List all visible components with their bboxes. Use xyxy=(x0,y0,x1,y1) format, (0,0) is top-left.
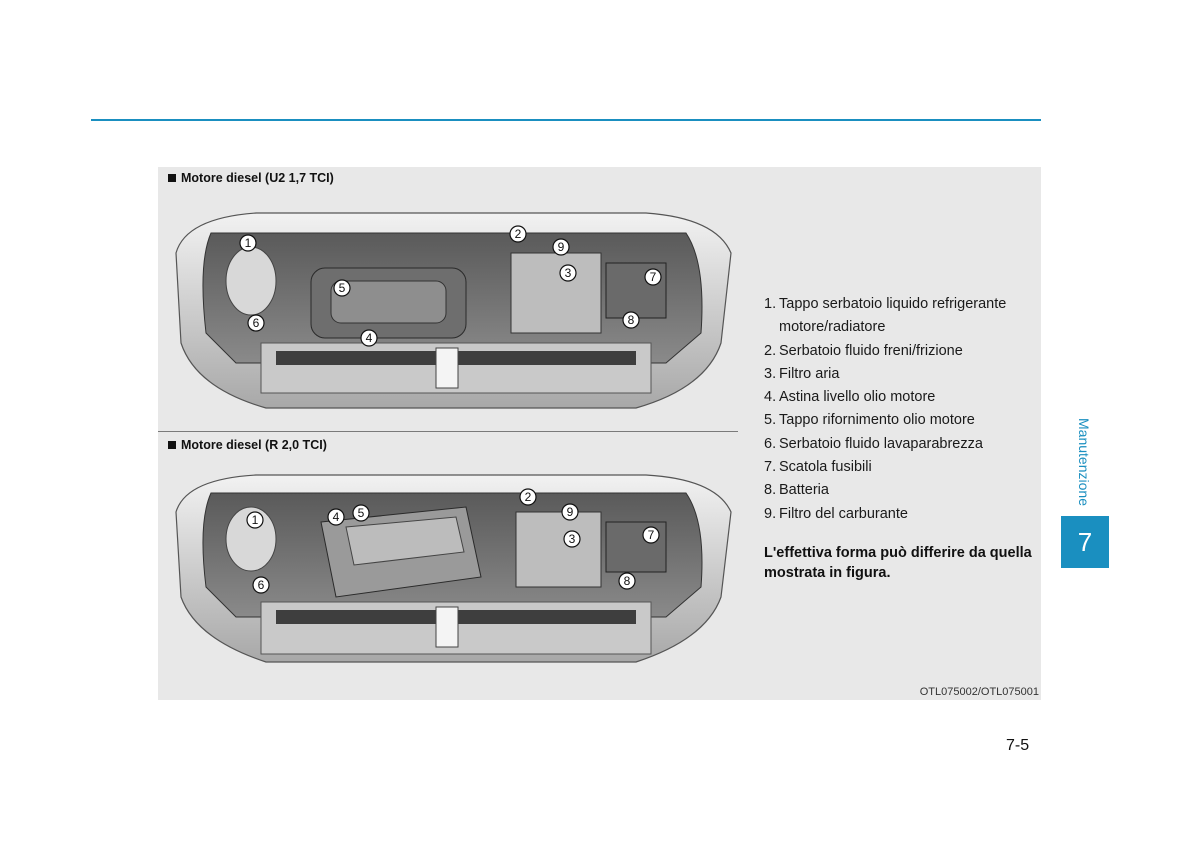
callout-4 xyxy=(361,330,377,346)
svg-text:6: 6 xyxy=(257,578,265,592)
callout-4 xyxy=(328,509,344,525)
svg-text:4: 4 xyxy=(365,331,373,345)
component-legend xyxy=(764,293,1039,526)
legend-item: 1. Tappo serbatoio liquido refrigerante motore/radiatore xyxy=(764,296,1007,336)
caption-text: Motore diesel (U2 1,7 TCI) xyxy=(181,171,334,185)
callout-6 xyxy=(248,315,264,331)
svg-text:3: 3 xyxy=(568,532,576,546)
svg-text:1: 1 xyxy=(251,513,259,527)
callout-6 xyxy=(253,577,269,593)
legend-item: 2. Serbatoio fluido freni/frizione xyxy=(764,342,963,359)
figure-divider xyxy=(158,431,738,432)
legend-item: 3. Filtro aria xyxy=(764,365,840,382)
svg-text:4: 4 xyxy=(332,510,340,524)
figure-caption-u2 xyxy=(168,171,334,185)
svg-text:9: 9 xyxy=(566,505,574,519)
svg-text:8: 8 xyxy=(627,313,635,327)
legend-item: 9. Filtro del carburante xyxy=(764,505,908,522)
svg-text:7: 7 xyxy=(647,528,655,542)
svg-text:1: 1 xyxy=(244,236,252,250)
callout-2 xyxy=(510,226,526,242)
svg-text:5: 5 xyxy=(338,281,346,295)
svg-text:3: 3 xyxy=(564,266,572,280)
callout-9 xyxy=(553,239,569,255)
engine-bay-image-r xyxy=(166,467,736,672)
callout-5 xyxy=(353,505,369,521)
callout-3 xyxy=(560,265,576,281)
svg-text:2: 2 xyxy=(514,227,522,241)
callout-9 xyxy=(562,504,578,520)
svg-text:7: 7 xyxy=(649,270,657,284)
figure-panel xyxy=(158,167,1041,700)
section-tab-label: Manutenzione xyxy=(1076,418,1093,506)
header-rule xyxy=(91,119,1041,121)
callout-2 xyxy=(520,489,536,505)
legend-item: 7. Scatola fusibili xyxy=(764,459,872,476)
square-bullet-icon xyxy=(168,441,176,449)
engine-bay-image-u2 xyxy=(166,203,736,423)
legend-item: 4. Astina livello olio motore xyxy=(764,389,936,406)
figure-caption-r xyxy=(168,438,327,452)
callout-5 xyxy=(334,280,350,296)
callout-1 xyxy=(240,235,256,251)
section-tab xyxy=(1061,412,1107,512)
svg-text:2: 2 xyxy=(524,490,532,504)
svg-text:5: 5 xyxy=(357,506,365,520)
shape-disclaimer: L'effettiva forma può differire da quella mostrata in figura. xyxy=(764,545,1032,581)
callout-8 xyxy=(619,573,635,589)
svg-text:9: 9 xyxy=(557,240,565,254)
legend-item: 6. Serbatoio fluido lavaparabrezza xyxy=(764,435,983,452)
svg-text:8: 8 xyxy=(623,574,631,588)
image-code: OTL075002/OTL075001 xyxy=(919,686,1039,698)
legend-item: 8. Batteria xyxy=(764,482,829,499)
caption-text: Motore diesel (R 2,0 TCI) xyxy=(181,438,327,452)
square-bullet-icon xyxy=(168,174,176,182)
chapter-number: 7 xyxy=(1061,516,1109,568)
callout-7 xyxy=(645,269,661,285)
page-number: 7-5 xyxy=(1006,737,1030,754)
callout-1 xyxy=(247,512,263,528)
callout-3 xyxy=(564,531,580,547)
callout-7 xyxy=(643,527,659,543)
callout-8 xyxy=(623,312,639,328)
legend-item: 5. Tappo rifornimento olio motore xyxy=(764,412,975,429)
svg-text:6: 6 xyxy=(252,316,260,330)
